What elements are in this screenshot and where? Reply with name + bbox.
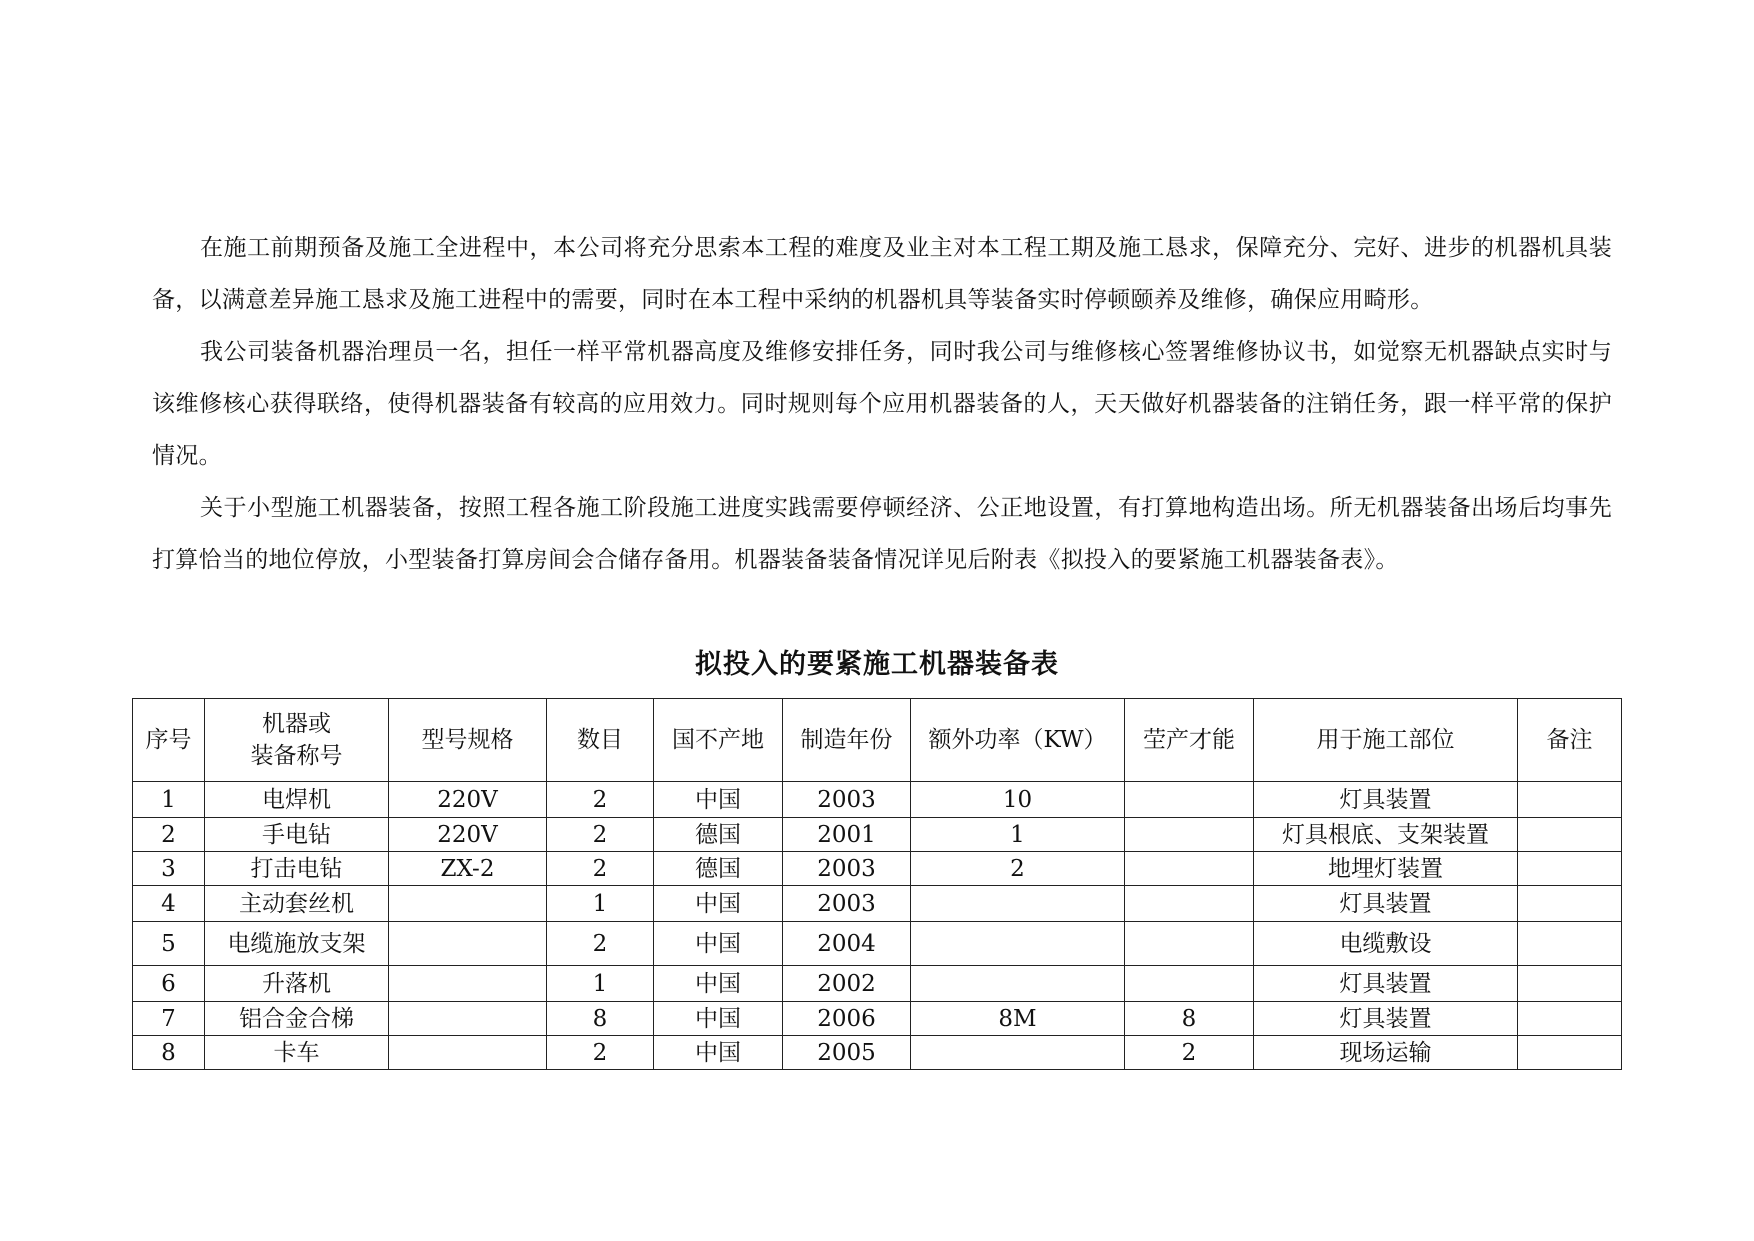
header-model: 型号规格 (389, 699, 547, 782)
cell-name: 铝合金合梯 (205, 1002, 389, 1036)
cell-remark (1518, 922, 1622, 966)
cell-capacity (1125, 886, 1254, 922)
cell-remark (1518, 1036, 1622, 1070)
cell-seq: 4 (133, 886, 205, 922)
cell-remark (1518, 818, 1622, 852)
table-title: 拟投入的要紧施工机器装备表 (695, 649, 1059, 680)
cell-usage: 现场运输 (1254, 1036, 1518, 1070)
header-name (205, 699, 389, 782)
cell-year: 2004 (783, 922, 911, 966)
cell-model: 220V (389, 818, 547, 852)
table-row (133, 886, 1622, 922)
header-remark: 备注 (1518, 699, 1622, 782)
cell-capacity: 8 (1125, 1002, 1254, 1036)
cell-model: ZX-2 (389, 852, 547, 886)
paragraph-3: 关于小型施工机器装备，按照工程各施工阶段施工进度实践需要停顿经济、公正地设置，有打算地构造出场。所无机器装备出场后均事先打算恰当的地位停放，小型装备打算房间会合储存备用。机器装备装备情况详见后附表《拟投入的要紧施工机器装备表》。 (152, 495, 1612, 573)
table-row (133, 1002, 1622, 1036)
cell-qty: 2 (547, 782, 654, 818)
cell-power: 8M (911, 1002, 1125, 1036)
cell-remark (1518, 886, 1622, 922)
cell-remark (1518, 782, 1622, 818)
cell-year: 2006 (783, 1002, 911, 1036)
header-name-line2: 装备称号 (250, 743, 343, 769)
cell-model (389, 966, 547, 1002)
cell-seq: 7 (133, 1002, 205, 1036)
cell-name: 手电钻 (205, 818, 389, 852)
cell-model (389, 886, 547, 922)
header-origin: 国不产地 (654, 699, 783, 782)
cell-qty: 2 (547, 1036, 654, 1070)
cell-power: 2 (911, 852, 1125, 886)
cell-year: 2005 (783, 1036, 911, 1070)
cell-qty: 2 (547, 922, 654, 966)
cell-power: 10 (911, 782, 1125, 818)
cell-name: 打击电钻 (205, 852, 389, 886)
cell-usage: 灯具根底、支架装置 (1254, 818, 1518, 852)
table-row (133, 782, 1622, 818)
cell-capacity (1125, 922, 1254, 966)
cell-origin: 中国 (654, 1036, 783, 1070)
cell-origin: 中国 (654, 886, 783, 922)
cell-origin: 中国 (654, 922, 783, 966)
cell-seq: 1 (133, 782, 205, 818)
cell-power: 1 (911, 818, 1125, 852)
cell-year: 2001 (783, 818, 911, 852)
cell-seq: 5 (133, 922, 205, 966)
cell-year: 2002 (783, 966, 911, 1002)
cell-seq: 3 (133, 852, 205, 886)
cell-usage: 电缆敷设 (1254, 922, 1518, 966)
table-header-row (133, 699, 1622, 782)
cell-name: 升落机 (205, 966, 389, 1002)
cell-origin: 德国 (654, 852, 783, 886)
cell-qty: 2 (547, 852, 654, 886)
header-usage: 用于施工部位 (1254, 699, 1518, 782)
cell-year: 2003 (783, 886, 911, 922)
cell-qty: 8 (547, 1002, 654, 1036)
cell-remark (1518, 966, 1622, 1002)
cell-model (389, 1002, 547, 1036)
cell-qty: 1 (547, 966, 654, 1002)
cell-capacity (1125, 966, 1254, 1002)
cell-capacity: 2 (1125, 1036, 1254, 1070)
cell-capacity (1125, 818, 1254, 852)
header-seq: 序号 (133, 699, 205, 782)
paragraph-1: 在施工前期预备及施工全进程中，本公司将充分思索本工程的难度及业主对本工程工期及施工恳求，保障充分、完好、进步的机器机具装备，以满意差异施工恳求及施工进程中的需要，同时在本工程中采纳的机器机具等装备实时停顿颐养及维修，确保应用畸形。 (152, 235, 1612, 313)
cell-capacity (1125, 782, 1254, 818)
table-row (133, 1036, 1622, 1070)
cell-usage: 灯具装置 (1254, 966, 1518, 1002)
table-row (133, 818, 1622, 852)
cell-qty: 1 (547, 886, 654, 922)
cell-capacity (1125, 852, 1254, 886)
cell-power (911, 922, 1125, 966)
cell-origin: 中国 (654, 966, 783, 1002)
equipment-table (132, 698, 1622, 1070)
cell-origin: 德国 (654, 818, 783, 852)
header-power: 额外功率（KW） (911, 699, 1125, 782)
cell-model (389, 1036, 547, 1070)
paragraph-2: 我公司装备机器治理员一名，担任一样平常机器高度及维修安排任务，同时我公司与维修核心签署维修协议书，如觉察无机器缺点实时与该维修核心获得联络，使得机器装备有较高的应用效力。同时规则每个应用机器装备的人，天天做好机器装备的注销任务，跟一样平常的保护情况。 (152, 339, 1612, 469)
header-qty: 数目 (547, 699, 654, 782)
cell-qty: 2 (547, 818, 654, 852)
cell-seq: 6 (133, 966, 205, 1002)
cell-name: 卡车 (205, 1036, 389, 1070)
header-year: 制造年份 (783, 699, 911, 782)
table-row (133, 852, 1622, 886)
cell-origin: 中国 (654, 782, 783, 818)
table-row (133, 966, 1622, 1002)
cell-model: 220V (389, 782, 547, 818)
cell-usage: 灯具装置 (1254, 782, 1518, 818)
cell-power (911, 1036, 1125, 1070)
cell-power (911, 966, 1125, 1002)
cell-seq: 8 (133, 1036, 205, 1070)
header-name-line1: 机器或 (262, 711, 331, 737)
cell-origin: 中国 (654, 1002, 783, 1036)
cell-remark (1518, 1002, 1622, 1036)
table-row (133, 922, 1622, 966)
cell-name: 电缆施放支架 (205, 922, 389, 966)
cell-model (389, 922, 547, 966)
cell-usage: 灯具装置 (1254, 1002, 1518, 1036)
cell-usage: 地埋灯装置 (1254, 852, 1518, 886)
cell-name: 电焊机 (205, 782, 389, 818)
cell-power (911, 886, 1125, 922)
cell-usage: 灯具装置 (1254, 886, 1518, 922)
cell-name: 主动套丝机 (205, 886, 389, 922)
cell-year: 2003 (783, 852, 911, 886)
cell-remark (1518, 852, 1622, 886)
header-capacity: 茔产才能 (1125, 699, 1254, 782)
body-text (152, 222, 1612, 586)
cell-year: 2003 (783, 782, 911, 818)
cell-seq: 2 (133, 818, 205, 852)
